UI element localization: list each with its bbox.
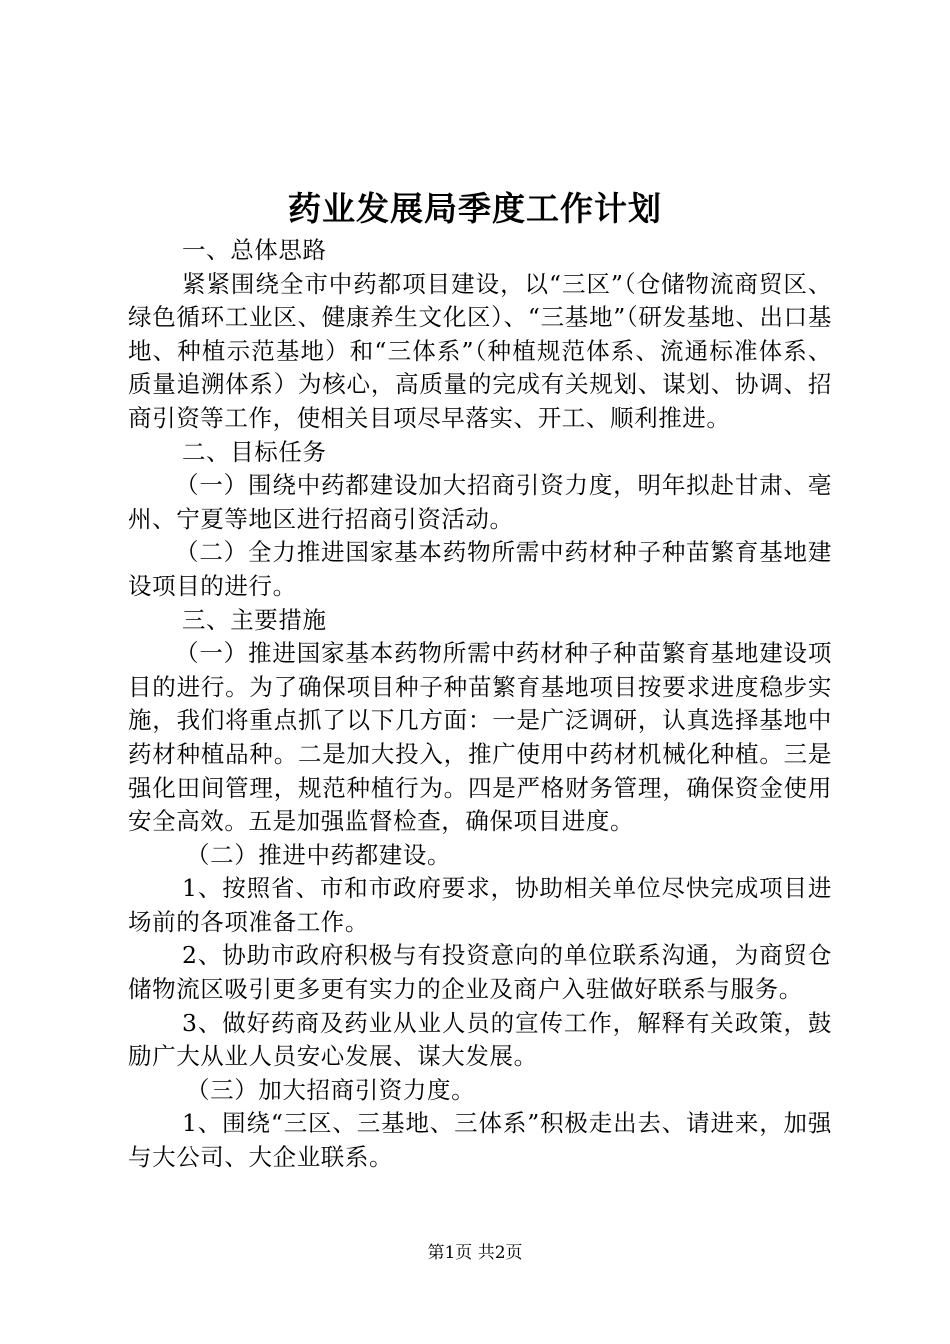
- goal-item-2: （二）全力推进国家基本药物所需中药材种子种苗繁育基地建设项目的进行。: [128, 538, 832, 600]
- measure-item-1: （一）推进国家基本药物所需中药材种子种苗繁育基地建设项目的进行。为了确保项目种子种苗繁育基地项目按要求进度稳步实施，我们将重点抓了以下几方面：一是广泛调研，认真选择基地中药材种植品种。二是加大投入，推广使用中药材机械化种植。三是强化田间管理，规范种植行为。四是严格财务管理，确保资金使用安全高效。五是加强监督检查，确保项目进度。: [128, 639, 832, 836]
- document-title: 药业发展局季度工作计划: [288, 189, 662, 228]
- paragraph-overall-approach: 紧紧围绕全市中药都项目建设，以“三区”（仓储物流商贸区、绿色循环工业区、健康养生文化区）、“三基地”（研发基地、出口基地、种植示范基地）和“三体系”（种植规范体系、流通标准体系、质量追溯体系）为核心，高质量的完成有关规划、谋划、协调、招商引资等工作，使相关目项尽早落实、开工、顺利推进。: [128, 269, 832, 432]
- page-footer: 第1页 共2页: [427, 1243, 523, 1263]
- goal-item-1: （一）围绕中药都建设加大招商引资力度，明年拟赴甘肃、亳州、宁夏等地区进行招商引资活动。: [128, 471, 832, 533]
- measure-item-3-heading: （三）加大招商引资力度。: [186, 1075, 476, 1104]
- section-heading-measures: 三、主要措施: [182, 605, 327, 634]
- measure-3-point-1: 1、围绕“三区、三基地、三体系”积极走出去、请进来，加强与大公司、大企业联系。: [128, 1109, 832, 1172]
- document-body: [128, 234, 832, 1175]
- measure-2-point-1: 1、按照省、市和市政府要求，协助相关单位尽快完成项目进场前的各项准备工作。: [128, 874, 832, 936]
- measure-item-2-heading: （二）推进中药都建设。: [186, 840, 452, 869]
- measure-2-point-3: 3、做好药商及药业从业人员的宣传工作，解释有关政策，鼓励广大从业人员安心发展、谋大发展。: [128, 1008, 832, 1071]
- measure-2-point-2: 2、协助市政府积极与有投资意向的单位联系沟通，为商贸仓储物流区吸引更多更有实力的企业及商户入驻做好联系与服务。: [128, 941, 832, 1004]
- section-heading-overall-approach: 一、总体思路: [182, 236, 327, 264]
- section-heading-goals: 二、目标任务: [182, 437, 327, 466]
